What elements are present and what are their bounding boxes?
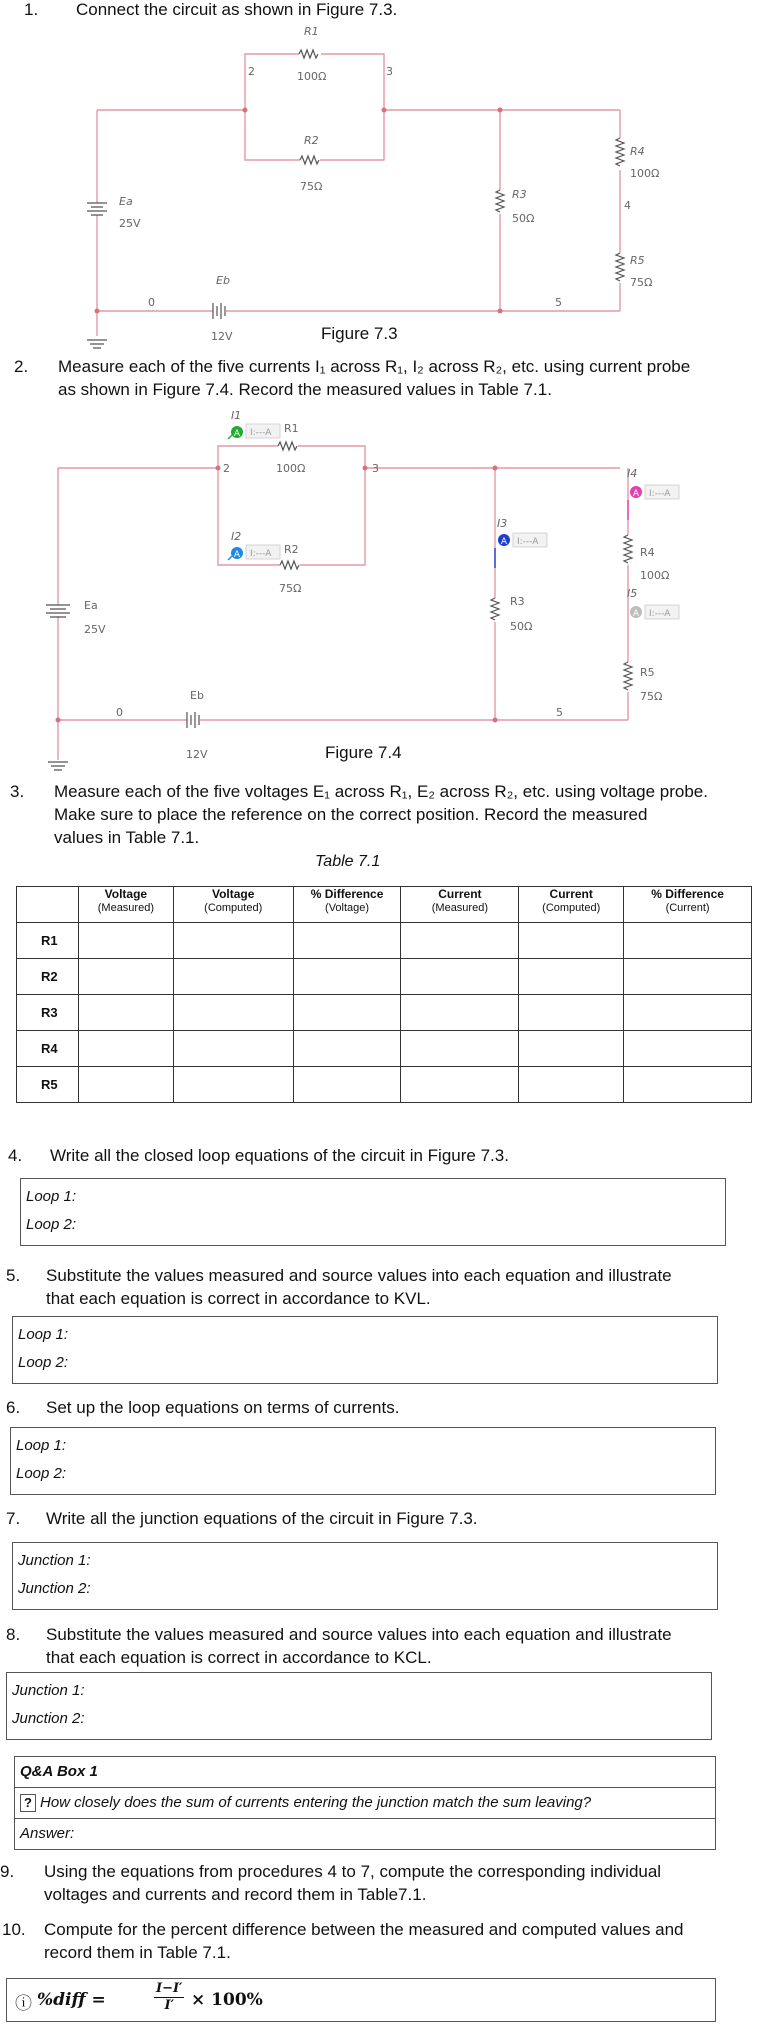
qa-question-row	[15, 1788, 715, 1819]
formula-rhs: × 100%	[191, 1990, 263, 2010]
r3-value: 50Ω	[510, 620, 533, 633]
loop-2-label: Loop 2:	[16, 1465, 67, 1482]
table-cell[interactable]	[78, 995, 173, 1031]
junction-2-label: Junction 2:	[18, 1580, 91, 1597]
table-cell[interactable]	[293, 923, 401, 959]
step-number: 10.	[2, 1920, 26, 1939]
table-row	[17, 995, 752, 1031]
step-text-line-1: Measure each of the five voltages E₁ across R₁, E₂ across R₂, etc. using voltage probe.	[54, 782, 708, 801]
eb-value: 12V	[186, 748, 208, 761]
junction-1-label: Junction 1:	[12, 1682, 85, 1699]
header-diff-voltage: % Difference (Voltage)	[293, 887, 401, 923]
probe-i4-letter: A	[632, 489, 640, 499]
junction-1-label: Junction 1:	[18, 1552, 91, 1569]
table-cell[interactable]	[624, 923, 752, 959]
formula-lhs: %diff =	[37, 1990, 106, 2010]
table-cell[interactable]	[293, 959, 401, 995]
i1-label: I1	[231, 409, 242, 422]
kvl-substitution-box[interactable]	[12, 1316, 718, 1384]
table-cell[interactable]	[401, 1067, 519, 1103]
probe-i1-readout: I:---A	[250, 428, 272, 438]
step-text: Write all the junction equations of the circuit in Figure 7.3.	[46, 1509, 478, 1528]
r4-value: 100Ω	[630, 167, 660, 180]
table-cell[interactable]	[78, 923, 173, 959]
ea-label: Ea	[84, 599, 98, 612]
kcl-substitution-box[interactable]	[6, 1672, 712, 1740]
current-loop-equations-box[interactable]	[10, 1427, 716, 1495]
node-0: 0	[116, 706, 123, 719]
question-icon: ?	[20, 1794, 36, 1812]
r4-value: 100Ω	[640, 569, 670, 582]
node-4: 4	[624, 199, 631, 212]
qa-question: How closely does the sum of currents entering the junction match the sum leaving?	[40, 1794, 592, 1811]
step-number: 7.	[6, 1509, 21, 1528]
node-5: 5	[555, 296, 562, 309]
table-cell[interactable]	[519, 923, 624, 959]
step-text-line-1: Compute for the percent difference between the measured and computed values and	[44, 1920, 684, 1939]
row-label: R1	[17, 923, 79, 959]
ea-value: 25V	[119, 217, 141, 230]
step-text-line-1: Substitute the values measured and source values into each equation and illustrate	[46, 1266, 672, 1285]
figure-7-4-caption: Figure 7.4	[325, 743, 402, 762]
table-caption: Table 7.1	[315, 853, 381, 870]
qa-title: Q&A Box 1	[15, 1757, 715, 1788]
table-cell[interactable]	[401, 995, 519, 1031]
step-text-line-3: values in Table 7.1.	[54, 828, 200, 847]
percent-diff-formula	[6, 1978, 716, 2022]
loop-1-label: Loop 1:	[16, 1437, 67, 1454]
loop-equations-box[interactable]	[20, 1178, 726, 1246]
loop-2-label: Loop 2:	[26, 1216, 77, 1233]
table-cell[interactable]	[173, 959, 293, 995]
step-text-line-2: record them in Table 7.1.	[44, 1943, 231, 1962]
table-cell[interactable]	[519, 1067, 624, 1103]
table-7-1	[16, 886, 752, 1103]
probe-i4	[628, 485, 679, 520]
step-text-line-1: Using the equations from procedures 4 to 7, compute the corresponding individual	[44, 1862, 662, 1881]
table-cell[interactable]	[401, 923, 519, 959]
formula-fraction	[154, 1981, 184, 2014]
step-text-line-2: Make sure to place the reference on the correct position. Record the measured	[54, 805, 648, 824]
i3-label: I3	[497, 517, 508, 530]
probe-i3-letter: A	[500, 537, 508, 547]
probe-i5-readout: I:---A	[649, 609, 671, 619]
header-current-computed: Current (Computed)	[519, 887, 624, 923]
step-number: 8.	[6, 1625, 21, 1644]
table-cell[interactable]	[293, 1067, 401, 1103]
probe-i2-readout: I:---A	[250, 549, 272, 559]
r1-value: 100Ω	[297, 70, 327, 83]
table-cell[interactable]	[78, 959, 173, 995]
probe-i5-letter: A	[632, 609, 640, 619]
loop-1-label: Loop 1:	[26, 1188, 77, 1205]
qa-answer[interactable]: Answer:	[20, 1825, 75, 1842]
header-current-measured: Current (Measured)	[401, 887, 519, 923]
node-5: 5	[556, 706, 563, 719]
qa-box	[14, 1756, 716, 1850]
table-cell[interactable]	[624, 1031, 752, 1067]
i5-label: I5	[627, 587, 638, 600]
r2-label: R2	[284, 543, 299, 556]
header-voltage-computed: Voltage (Computed)	[173, 887, 293, 923]
junction-equations-box[interactable]	[12, 1542, 718, 1610]
header-diff-current: % Difference (Current)	[624, 887, 752, 923]
step-text: Connect the circuit as shown in Figure 7.3.	[76, 0, 398, 19]
step-text: Write all the closed loop equations of the circuit in Figure 7.3.	[50, 1146, 509, 1165]
row-label: R2	[17, 959, 79, 995]
table-cell[interactable]	[519, 1031, 624, 1067]
probe-i2-letter: A	[233, 550, 241, 560]
node-3: 3	[386, 65, 393, 78]
step-number: 9.	[0, 1862, 15, 1881]
r3-value: 50Ω	[512, 212, 535, 225]
step-text-line-1: Measure each of the five currents I₁ across R₁, I₂ across R₂, etc. using current probe	[58, 357, 691, 376]
table-cell[interactable]	[293, 1031, 401, 1067]
row-label: R3	[17, 995, 79, 1031]
figure-7-3-caption: Figure 7.3	[321, 324, 398, 343]
r2-value: 75Ω	[279, 582, 302, 595]
r2-value: 75Ω	[300, 180, 323, 193]
node-3: 3	[372, 462, 379, 475]
r1-label: R1	[284, 422, 299, 435]
step-text-line-2: that each equation is correct in accordance to KVL.	[46, 1289, 431, 1308]
step-text-line-1: Substitute the values measured and source values into each equation and illustrate	[46, 1625, 672, 1644]
i4-label: I4	[627, 467, 638, 480]
table-cell[interactable]	[401, 959, 519, 995]
r1-value: 100Ω	[276, 462, 306, 475]
r4-label: R4	[640, 546, 655, 559]
node-0: 0	[148, 296, 155, 309]
ea-label: Ea	[119, 195, 133, 208]
step-number: 3.	[10, 782, 25, 801]
table-cell[interactable]	[78, 1067, 173, 1103]
table-cell[interactable]	[173, 1031, 293, 1067]
step-number: 1.	[24, 0, 39, 19]
step-number: 2.	[14, 357, 29, 376]
probe-i3-readout: I:---A	[517, 537, 539, 547]
r5-label: R5	[640, 666, 655, 679]
loop-1-label: Loop 1:	[18, 1326, 69, 1343]
step-number: 4.	[8, 1146, 23, 1165]
i2-label: I2	[231, 530, 242, 543]
ea-value: 25V	[84, 623, 106, 636]
table-cell[interactable]	[173, 995, 293, 1031]
table-row	[17, 1067, 752, 1103]
step-number: 5.	[6, 1266, 21, 1285]
header-corner	[17, 887, 79, 923]
probe-i1-letter: A	[233, 429, 241, 439]
r1-label: R1	[304, 25, 319, 38]
eb-value: 12V	[211, 330, 233, 343]
step-text-line-2: as shown in Figure 7.4. Record the measured values in Table 7.1.	[58, 380, 552, 399]
step-text-line-2: voltages and currents and record them in Table7.1.	[44, 1885, 427, 1904]
step-text: Set up the loop equations on terms of currents.	[46, 1398, 400, 1417]
table-cell[interactable]	[173, 1067, 293, 1103]
row-label: R4	[17, 1031, 79, 1067]
table-cell[interactable]	[624, 995, 752, 1031]
table-row	[17, 923, 752, 959]
r3-label: R3	[510, 595, 525, 608]
step-number: 6.	[6, 1398, 21, 1417]
r4-label: R4	[630, 145, 645, 158]
r2-label: R2	[304, 134, 319, 147]
node-2: 2	[223, 462, 230, 475]
node-2: 2	[248, 65, 255, 78]
table-cell[interactable]	[519, 959, 624, 995]
r5-value: 75Ω	[630, 276, 653, 289]
table-cell[interactable]	[173, 923, 293, 959]
header-voltage-measured: Voltage (Measured)	[78, 887, 173, 923]
row-label: R5	[17, 1067, 79, 1103]
probe-i1	[228, 424, 280, 439]
probe-i5	[630, 605, 679, 619]
table-cell[interactable]	[293, 995, 401, 1031]
step-text-line-2: that each equation is correct in accordance to KCL.	[46, 1648, 432, 1667]
probe-i4-readout: I:---A	[649, 489, 671, 499]
probe-i2	[228, 545, 280, 560]
table-cell[interactable]	[401, 1031, 519, 1067]
r3-label: R3	[512, 188, 527, 201]
eb-label: Eb	[190, 689, 204, 702]
r5-label: R5	[630, 254, 645, 267]
table-cell[interactable]	[624, 959, 752, 995]
loop-2-label: Loop 2:	[18, 1354, 69, 1371]
eb-label: Eb	[216, 274, 230, 287]
probe-i3	[495, 533, 547, 568]
formula-numerator: I−I′	[156, 1981, 183, 1996]
table-cell[interactable]	[519, 995, 624, 1031]
table-row	[17, 1031, 752, 1067]
figure-7-4-circuit	[0, 400, 760, 780]
r5-value: 75Ω	[640, 690, 663, 703]
info-icon: ⓘ	[15, 1994, 32, 2014]
formula-denominator: I′	[164, 1998, 174, 2013]
table-row	[17, 959, 752, 995]
table-cell[interactable]	[78, 1031, 173, 1067]
table-cell[interactable]	[624, 1067, 752, 1103]
junction-2-label: Junction 2:	[12, 1710, 85, 1727]
